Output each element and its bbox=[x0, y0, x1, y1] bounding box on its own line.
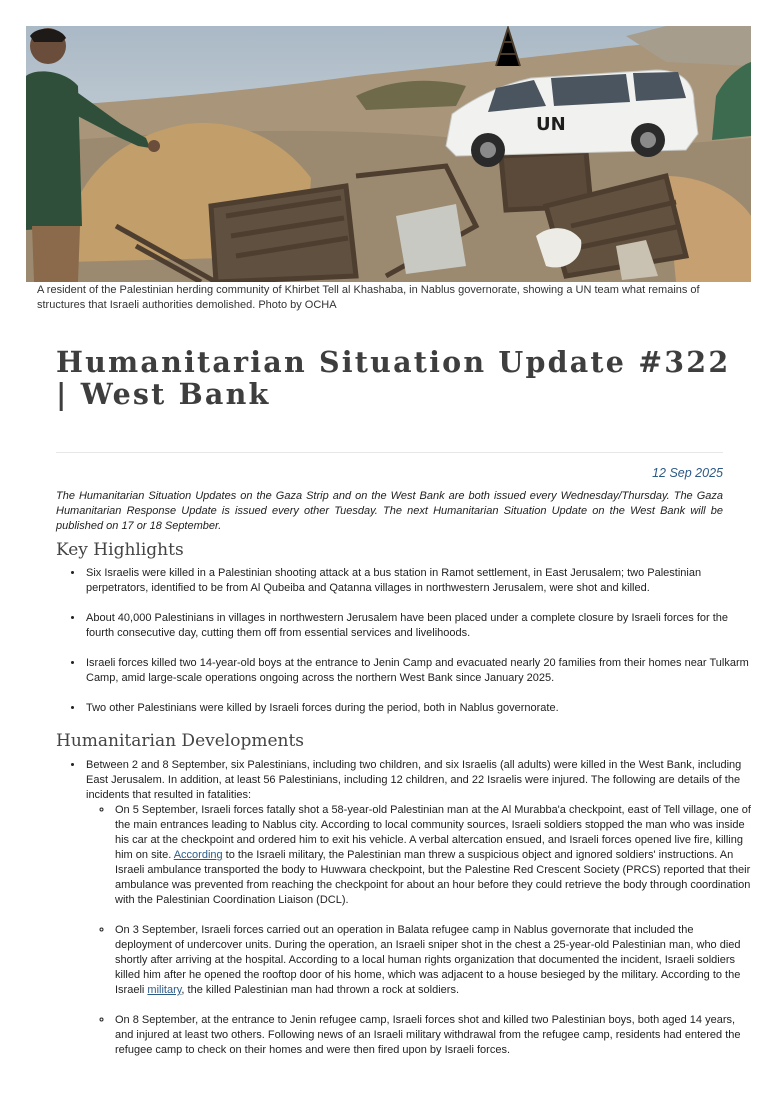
divider bbox=[56, 452, 723, 453]
incident-text: , the killed Palestinian man had thrown a rock at soldiers. bbox=[181, 984, 460, 996]
incident-link-military[interactable]: military bbox=[147, 984, 182, 996]
publish-date: 12 Sep 2025 bbox=[652, 466, 723, 480]
list-item: • Two other Palestinians were killed by Israeli forces during the period, both in Nablus governorate. bbox=[84, 701, 751, 716]
incident-item bbox=[113, 1013, 751, 1058]
incident-text: On 8 September, at the entrance to Jenin refugee camp, Israeli forces shot and killed two Palestinian boys, both aged 14 years, and injured at least two others. Following news of an Israeli military withdrawal from the refugee camp, residents had entered the refugee camp to check on their homes and were then fired upon by Israeli forces. bbox=[115, 1014, 741, 1056]
page-title: Humanitarian Situation Update #322 | West Bank bbox=[56, 345, 731, 411]
incident-text: On 3 September, Israeli forces carried out an operation in Balata refugee camp in Nablus governorate that included the deployment of undercover units. During the operation, an Israeli sniper shot in the chest a 25-year-old Palestinian man, who died shortly after arriving at the hospital. According to a local human rights organization that documented the incident, Israeli soldiers killed him after he opened the rooftop door of his home, which was adjacent to a house besieged by the military. According to the Israeli bbox=[115, 924, 741, 996]
hero-photo bbox=[26, 26, 751, 282]
incident-text: to the Israeli military, the Palestinian man threw a suspicious object and ignored soldiers' instructions. An Israeli ambulance transported the body to Huwwara checkpoint, but the Palestine Red Crescent Society (PRCS) reported that their ambulance was prevented from reaching the checkpoint for about an hour before they could retrieve the body through coordination with the Palestinian Coordination Liaison (DCL). bbox=[115, 849, 751, 906]
key-highlights-heading: Key Highlights bbox=[56, 540, 184, 560]
un-marking: UN bbox=[536, 114, 566, 135]
intro-note: The Humanitarian Situation Updates on the Gaza Strip and on the West Bank are both issued every Wednesday/Thursday. The Gaza Humanitarian Response Update is issued every other Tuesday. The next Humanitarian Situation Update on the West Bank will be published on 17 or 18 September. bbox=[56, 490, 723, 532]
key-highlights-list bbox=[56, 566, 751, 731]
demolished-structures-image bbox=[26, 26, 751, 282]
incident-item bbox=[113, 923, 751, 998]
list-item: • Israeli forces killed two 14-year-old boys at the entrance to Jenin Camp and evacuated nearly 20 families from their homes near Tulkarm Camp, amid large-scale operations ongoing across the northern West Bank since January 2025. bbox=[84, 656, 751, 686]
incident-text: On 5 September, Israeli forces fatally shot a 58-year-old Palestinian man at the Al Murabba'a checkpoint, east of Tell village, one of the main entrances leading to Nablus city. According to local community sources, Israeli soldiers stopped the man who was inside his car at the checkpoint and ordered him to exit his vehicle. A verbal altercation ensued, and Israeli forces opened live fire, killing him on site. bbox=[115, 804, 751, 861]
incident-item bbox=[113, 803, 751, 908]
list-item: • About 40,000 Palestinians in villages in northwestern Jerusalem have been placed under a complete closure by Israeli forces for the fourth consecutive day, cutting them off from essential services and livelihoods. bbox=[84, 611, 751, 641]
developments-lead: Between 2 and 8 September, six Palestinians, including two children, and six Israelis (all adults) were killed in the West Bank, including East Jerusalem. In addition, at least 56 Palestinians, including 12 children, and 22 Israelis were injured. The following are details of the incidents that resulted in fatalities: bbox=[86, 759, 742, 801]
list-item: • Six Israelis were killed in a Palestinian shooting attack at a bus station in Ramot settlement, in East Jerusalem; two Palestinian perpetrators, identified to be from Al Qubeiba and Qatanna villages in northwestern Jerusalem, were shot and killed. bbox=[84, 566, 751, 596]
incident-link-according[interactable]: According bbox=[173, 849, 223, 861]
developments-list bbox=[56, 758, 751, 1073]
list-item bbox=[84, 758, 751, 1058]
developments-heading: Humanitarian Developments bbox=[56, 731, 305, 751]
incidents-list bbox=[86, 803, 751, 1058]
photo-caption: A resident of the Palestinian herding community of Khirbet Tell al Khashaba, in Nablus governorate, showing a UN team what remains of structures that Israeli authorities demolished. Photo by OCHA bbox=[37, 284, 700, 311]
